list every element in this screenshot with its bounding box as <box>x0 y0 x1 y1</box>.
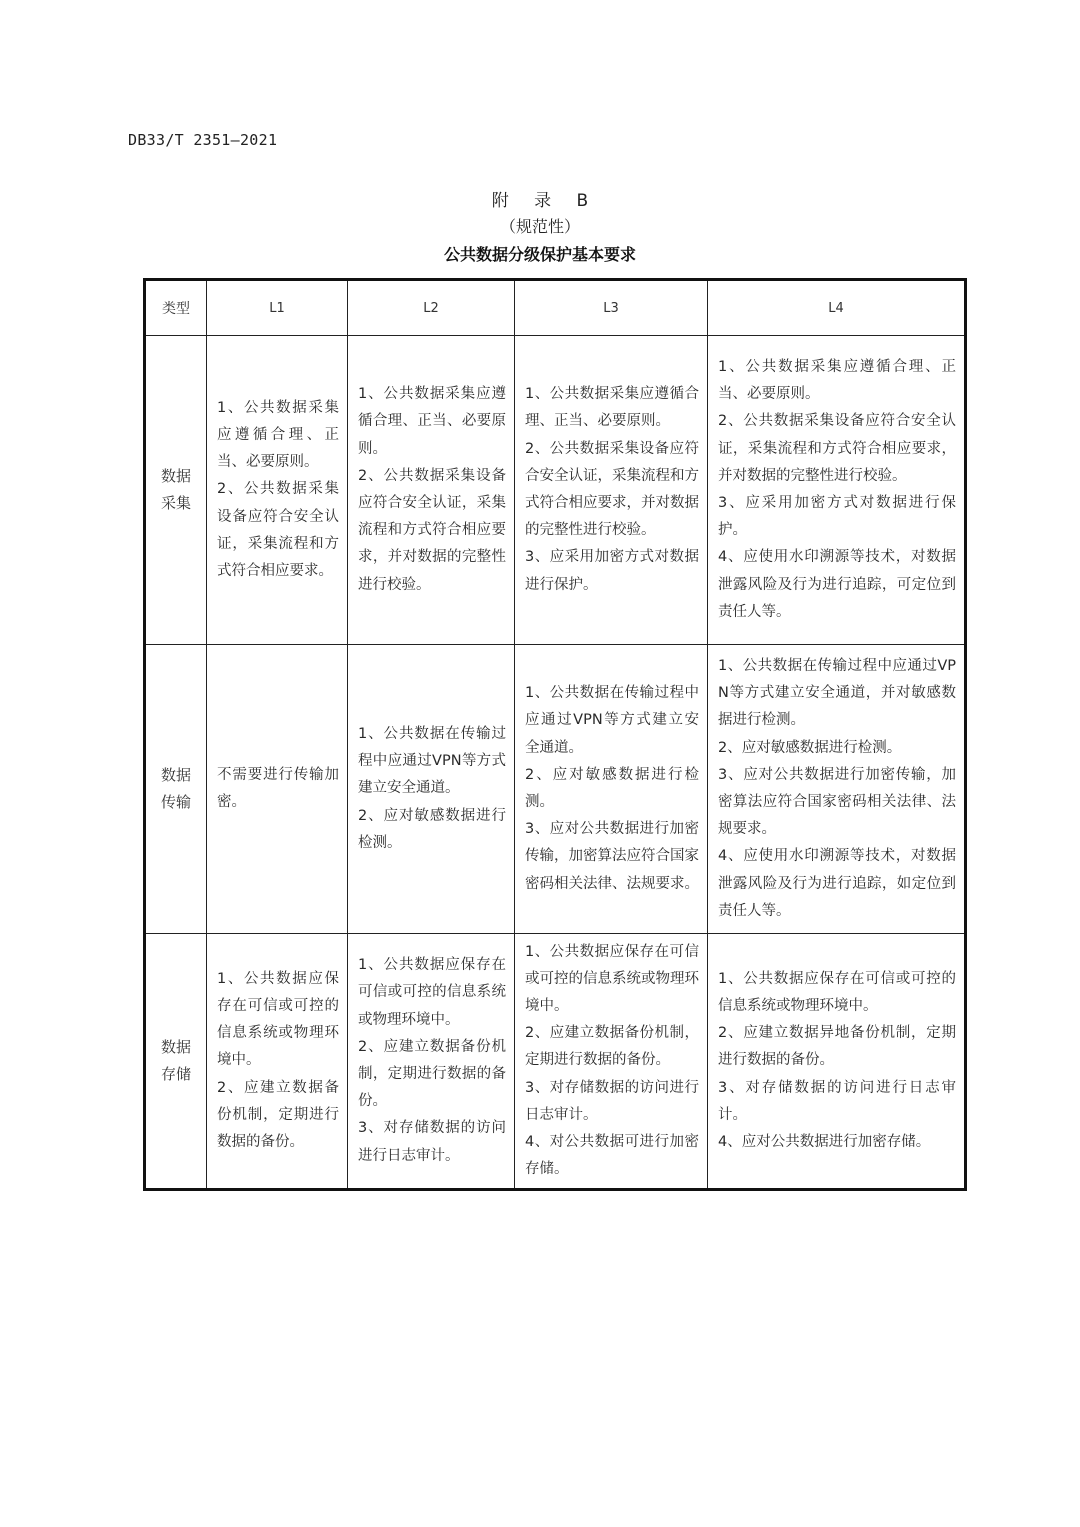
cell-line: 2、公共数据采集设备应符合安全认证，采集流程和方式符合相应要求，并对数据的完整性进行校验。 <box>525 440 699 539</box>
protection-requirements-table <box>143 278 967 1191</box>
cell-line: 4、应使用水印溯源等技术，对数据泄露风险及行为进行追踪，可定位到责任人等。 <box>718 549 956 620</box>
cell-l1 <box>207 934 348 1190</box>
header-l4: L4 <box>708 280 966 336</box>
cell-line: 1、公共数据采集应遵循合理、正当、必要原则。 <box>525 386 699 430</box>
cell-line: 1、公共数据采集应遵循合理、正当、必要原则。 <box>217 399 339 471</box>
header-l2: L2 <box>348 280 515 336</box>
cell-line: 存储 <box>160 1065 191 1083</box>
cell-line: 数据 <box>160 766 191 784</box>
cell-l2 <box>348 934 515 1190</box>
table-row-data-collection <box>145 336 966 645</box>
cell-line: 3、应采用加密方式对数据进行保护。 <box>525 549 699 593</box>
cell-line: 4、对公共数据可进行加密存储。 <box>525 1134 699 1178</box>
cell-line: 2、应建立数据备份机制，定期进行数据的备份。 <box>525 1025 699 1069</box>
cell-line: 1、公共数据应保存在可信或可控的信息系统或物理环境中。 <box>217 970 339 1069</box>
cell-l3 <box>515 934 708 1190</box>
cell-line: 传输 <box>160 793 191 811</box>
cell-line: 1、公共数据采集应遵循合理、正当、必要原则。 <box>358 386 506 457</box>
cell-line: 不需要进行传输加密。 <box>217 766 339 810</box>
cell-l2 <box>348 645 515 934</box>
cell-l4 <box>708 645 966 934</box>
cell-line: 3、应采用加密方式对数据进行保护。 <box>718 495 956 539</box>
type-cell <box>145 336 207 645</box>
cell-l3 <box>515 336 708 645</box>
cell-line: 2、公共数据采集设备应符合安全认证，采集流程和方式符合相应要求，并对数据的完整性进行校验。 <box>718 413 956 484</box>
cell-line: 4、应对公共数据进行加密存储。 <box>718 1134 931 1150</box>
cell-line: 1、公共数据应保存在可信或可控的信息系统或物理环境中。 <box>358 957 506 1028</box>
table-row-data-transmission <box>145 645 966 934</box>
cell-l3 <box>515 645 708 934</box>
cell-line: 1、公共数据在传输过程中应通过VPN等方式建立安全通道。 <box>525 685 699 756</box>
cell-line: 3、对存储数据的访问进行日志审计。 <box>358 1120 506 1164</box>
cell-line: 3、对存储数据的访问进行日志审计。 <box>525 1079 699 1123</box>
appendix-subtitle: （规范性） <box>499 217 580 236</box>
header-l1: L1 <box>207 280 348 336</box>
appendix-title: 附 录 B <box>491 191 599 211</box>
cell-line: 数据 <box>160 1038 191 1056</box>
appendix-heading: 公共数据分级保护基本要求 <box>443 245 636 264</box>
cell-line: 1、公共数据应保存在可信或可控的信息系统或物理环境中。 <box>525 943 699 1014</box>
type-cell <box>145 934 207 1190</box>
document-code: DB33/T 2351—2021 <box>128 131 278 149</box>
cell-line: 2、公共数据采集设备应符合安全认证，采集流程和方式符合相应要求，并对数据的完整性进行校验。 <box>358 467 506 593</box>
cell-line: 1、公共数据在传输过程中应通过VPN等方式建立安全通道。 <box>358 725 506 797</box>
cell-l1 <box>207 336 348 645</box>
table-row-data-storage <box>145 934 966 1190</box>
cell-line: 2、应建立数据备份机制，定期进行数据的备份。 <box>358 1038 506 1110</box>
table-header-row <box>145 280 966 336</box>
cell-line: 2、应对敏感数据进行检测。 <box>718 739 902 756</box>
cell-line: 4、应使用水印溯源等技术，对数据泄露风险及行为进行追踪，如定位到责任人等。 <box>718 848 956 919</box>
cell-line: 1、公共数据采集应遵循合理、正当、必要原则。 <box>718 358 956 403</box>
header-type: 类型 <box>145 280 207 336</box>
cell-line: 3、应对公共数据进行加密传输，加密算法应符合国家密码相关法律、法规要求。 <box>718 766 956 838</box>
cell-line: 数据 <box>160 467 191 485</box>
cell-l2 <box>348 336 515 645</box>
cell-l4 <box>708 336 966 645</box>
cell-line: 采集 <box>160 494 191 512</box>
cell-line: 2、应对敏感数据进行检测。 <box>358 807 506 851</box>
cell-line: 3、对存储数据的访问进行日志审计。 <box>718 1079 956 1123</box>
cell-line: 1、公共数据应保存在可信或可控的信息系统或物理环境中。 <box>718 970 956 1014</box>
cell-line: 2、公共数据采集设备应符合安全认证，采集流程和方式符合相应要求。 <box>217 481 339 579</box>
header-l3: L3 <box>515 280 708 336</box>
cell-line: 1、公共数据在传输过程中应通过VPN等方式建立安全通道，并对敏感数据进行检测。 <box>718 657 956 729</box>
cell-l1 <box>207 645 348 934</box>
cell-line: 2、应对敏感数据进行检测。 <box>525 766 699 810</box>
cell-line: 2、应建立数据异地备份机制，定期进行数据的备份。 <box>718 1025 956 1069</box>
cell-line: 3、应对公共数据进行加密传输，加密算法应符合国家密码相关法律、法规要求。 <box>525 821 699 892</box>
type-cell <box>145 645 207 934</box>
cell-line: 2、应建立数据备份机制，定期进行数据的备份。 <box>217 1079 339 1150</box>
cell-l4 <box>708 934 966 1190</box>
